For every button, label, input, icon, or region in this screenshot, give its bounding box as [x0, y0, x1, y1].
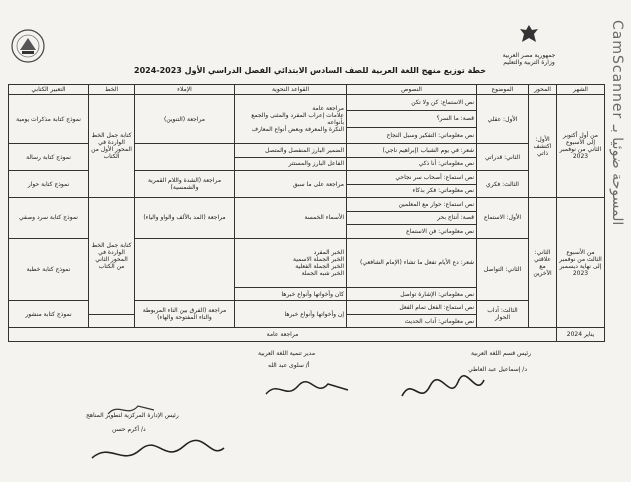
topic-cell: الثاني: التواصل	[477, 238, 529, 301]
text-cell: نص معلوماتي: آداب الحديث	[347, 314, 477, 328]
signature-name-middle: أ/ سلوى عبد الله	[268, 362, 310, 369]
month-cell: من الأسبوع الثالث من نوفمبر إلى نهاية ديسمبر 2023	[557, 198, 605, 328]
grammar-item: الخبر الجملة الاسمية	[293, 255, 344, 263]
signature-right-icon	[398, 372, 488, 408]
text-cell: نص معلوماتي: الإشارة تواصل	[347, 287, 477, 301]
stamp-mark-icon	[106, 400, 156, 420]
grammar-item: علامات إعراب المفرد والمثنى والجمع بأنواعه	[251, 112, 344, 127]
text-cell: نص معلوماتي: أنا ذكي	[347, 157, 477, 171]
text-cell: نص معلوماتي: فكر بذكاء	[347, 184, 477, 198]
grammar-cell: الضمير البارز المنفصل والمتصل	[235, 144, 347, 158]
text-cell: قصة: ما السر؟	[347, 111, 477, 127]
dictation-cell: مراجعة (الشدة واللام القمرية والشمسية)	[135, 171, 235, 198]
signature-title-right: رئيس قسم اللغة العربية	[471, 350, 531, 357]
text-cell: قصة: أنتاج بحر	[347, 211, 477, 225]
scanner-watermark: CamScanner المسوحة ضوئيا بـ	[609, 20, 625, 226]
table-header-row	[9, 85, 605, 95]
calligraphy-cell: كتابة جمل الخط الواردة في المحور الأول من الكتاب	[89, 95, 135, 198]
grammar-item: الخبر المفرد	[313, 248, 344, 256]
text-cell: نص معلوماتي: التفكير وسبل النجاح	[347, 127, 477, 143]
text-cell: شعر: دع الأيام تفعل ما تشاء (الإمام الشافعي)	[347, 238, 477, 287]
page-title: خطة توزيع منهج اللغة العربية للصف السادس الابتدائي الفصل الدراسي الأول 2023-2024	[134, 66, 486, 75]
text-cell: نص استماع: حوار مع المعلمين	[347, 198, 477, 212]
signature-title-left: رئيس الإدارة المركزية لتطوير المناهج	[86, 412, 179, 419]
writing-cell: نموذج كتابة مذكرات يومية	[9, 95, 89, 144]
writing-cell: نموذج كتابة خطبة	[9, 238, 89, 301]
grammar-cell	[235, 95, 347, 144]
header-calligraphy: الخط	[89, 85, 135, 95]
signature-middle-icon	[262, 372, 352, 406]
ministry-line-1: جمهورية مصر العربية	[502, 52, 556, 59]
writing-cell: نموذج كتابة حوار	[9, 171, 89, 198]
signature-title-middle: مدير تنمية اللغة العربية	[258, 350, 316, 357]
grammar-item: الخبر الجملة الفعلية	[295, 262, 344, 270]
grammar-cell	[235, 198, 347, 239]
signature-name-left: د/ أكرم حسن	[112, 426, 146, 433]
grammar-item: النكرة والمعرفة وبعض أنواع المعارف	[251, 126, 344, 134]
grammar-cell: الفاعل البارز والمستتر	[235, 157, 347, 171]
dictation-cell	[135, 144, 235, 171]
january-row	[9, 328, 605, 342]
text-cell: نص الاستماع: كن ولا تكن	[347, 95, 477, 111]
dictation-cell: مراجعة (التنوين)	[135, 95, 235, 144]
eagle-emblem-icon	[516, 22, 542, 48]
calligraphy-cell	[89, 314, 135, 328]
ministry-header	[493, 22, 565, 66]
header-axis: المحور	[529, 85, 557, 95]
text-cell: نص معلوماتي: فن الاستماع	[347, 225, 477, 239]
text-cell: شعر: في يوم الشباب (إبراهيم ناجي)	[347, 144, 477, 158]
dictation-cell: مراجعة (الفرق بين التاء المربوطة والتاء المفتوحة والهاء)	[135, 301, 235, 328]
topic-cell: الثالث: فكري	[477, 171, 529, 198]
grammar-cell: مراجعة على ما سبق	[235, 171, 347, 198]
ministry-logo-left	[10, 28, 46, 64]
text-cell: نص استماع: أصحاب سر نجاحي	[347, 171, 477, 185]
signature-name-right: د/ إسماعيل عبد العاطي	[468, 366, 527, 373]
topic-cell: الثالث: آداب الحوار	[477, 301, 529, 328]
topic-cell: الثاني: قدراتي	[477, 144, 529, 171]
writing-cell: نموذج كتابة رسالة	[9, 144, 89, 171]
topic-cell: الأول: الاستماع	[477, 198, 529, 239]
ministry-line-2: وزارة التربية والتعليم	[503, 59, 555, 66]
axis-cell: الثاني: علاقتي مع الآخرين	[529, 198, 557, 328]
grammar-cell: إن وأخواتها وأنواع خبرها	[235, 301, 347, 328]
dictation-cell: مراجعة (المد بالألف والواو والياء)	[135, 198, 235, 239]
axis-cell: الأول: اكتشف ذاتي	[529, 95, 557, 198]
signature-left-icon	[88, 436, 228, 470]
header-topic: الموضوع	[477, 85, 529, 95]
writing-cell: نموذج كتابة منشور	[9, 301, 89, 328]
header-texts: النصوص	[347, 85, 477, 95]
calligraphy-cell: كتابة جمل الخط الواردة في المحور الثاني من الكتاب	[89, 198, 135, 315]
header-grammar: القواعد النحوية	[235, 85, 347, 95]
january-review: مراجعة عامة	[9, 328, 557, 342]
grammar-item: مراجعة عامة	[312, 105, 344, 113]
topic-cell: الأول: عقلي	[477, 95, 529, 144]
grammar-cell	[235, 238, 347, 287]
month-cell: من أول أكتوبر إلى الأسبوع الثاني من نوفمبر 2023	[557, 95, 605, 198]
header-dictation: الإملاء	[135, 85, 235, 95]
grammar-item: الأسماء الخمسة	[304, 214, 344, 222]
curriculum-table	[8, 84, 605, 342]
header-writing: التعبير الكتابي	[9, 85, 89, 95]
month-cell: يناير 2024	[557, 328, 605, 342]
dictation-cell	[135, 238, 235, 301]
writing-cell: نموذج كتابة سرد وصفي	[9, 198, 89, 239]
header-month: الشهر	[557, 85, 605, 95]
grammar-item: الخبر شبه الجملة	[301, 269, 344, 277]
grammar-cell: كان وأخواتها وأنواع خبرها	[235, 287, 347, 301]
text-cell: نص استماع: الفعل تمام الفعل	[347, 301, 477, 315]
